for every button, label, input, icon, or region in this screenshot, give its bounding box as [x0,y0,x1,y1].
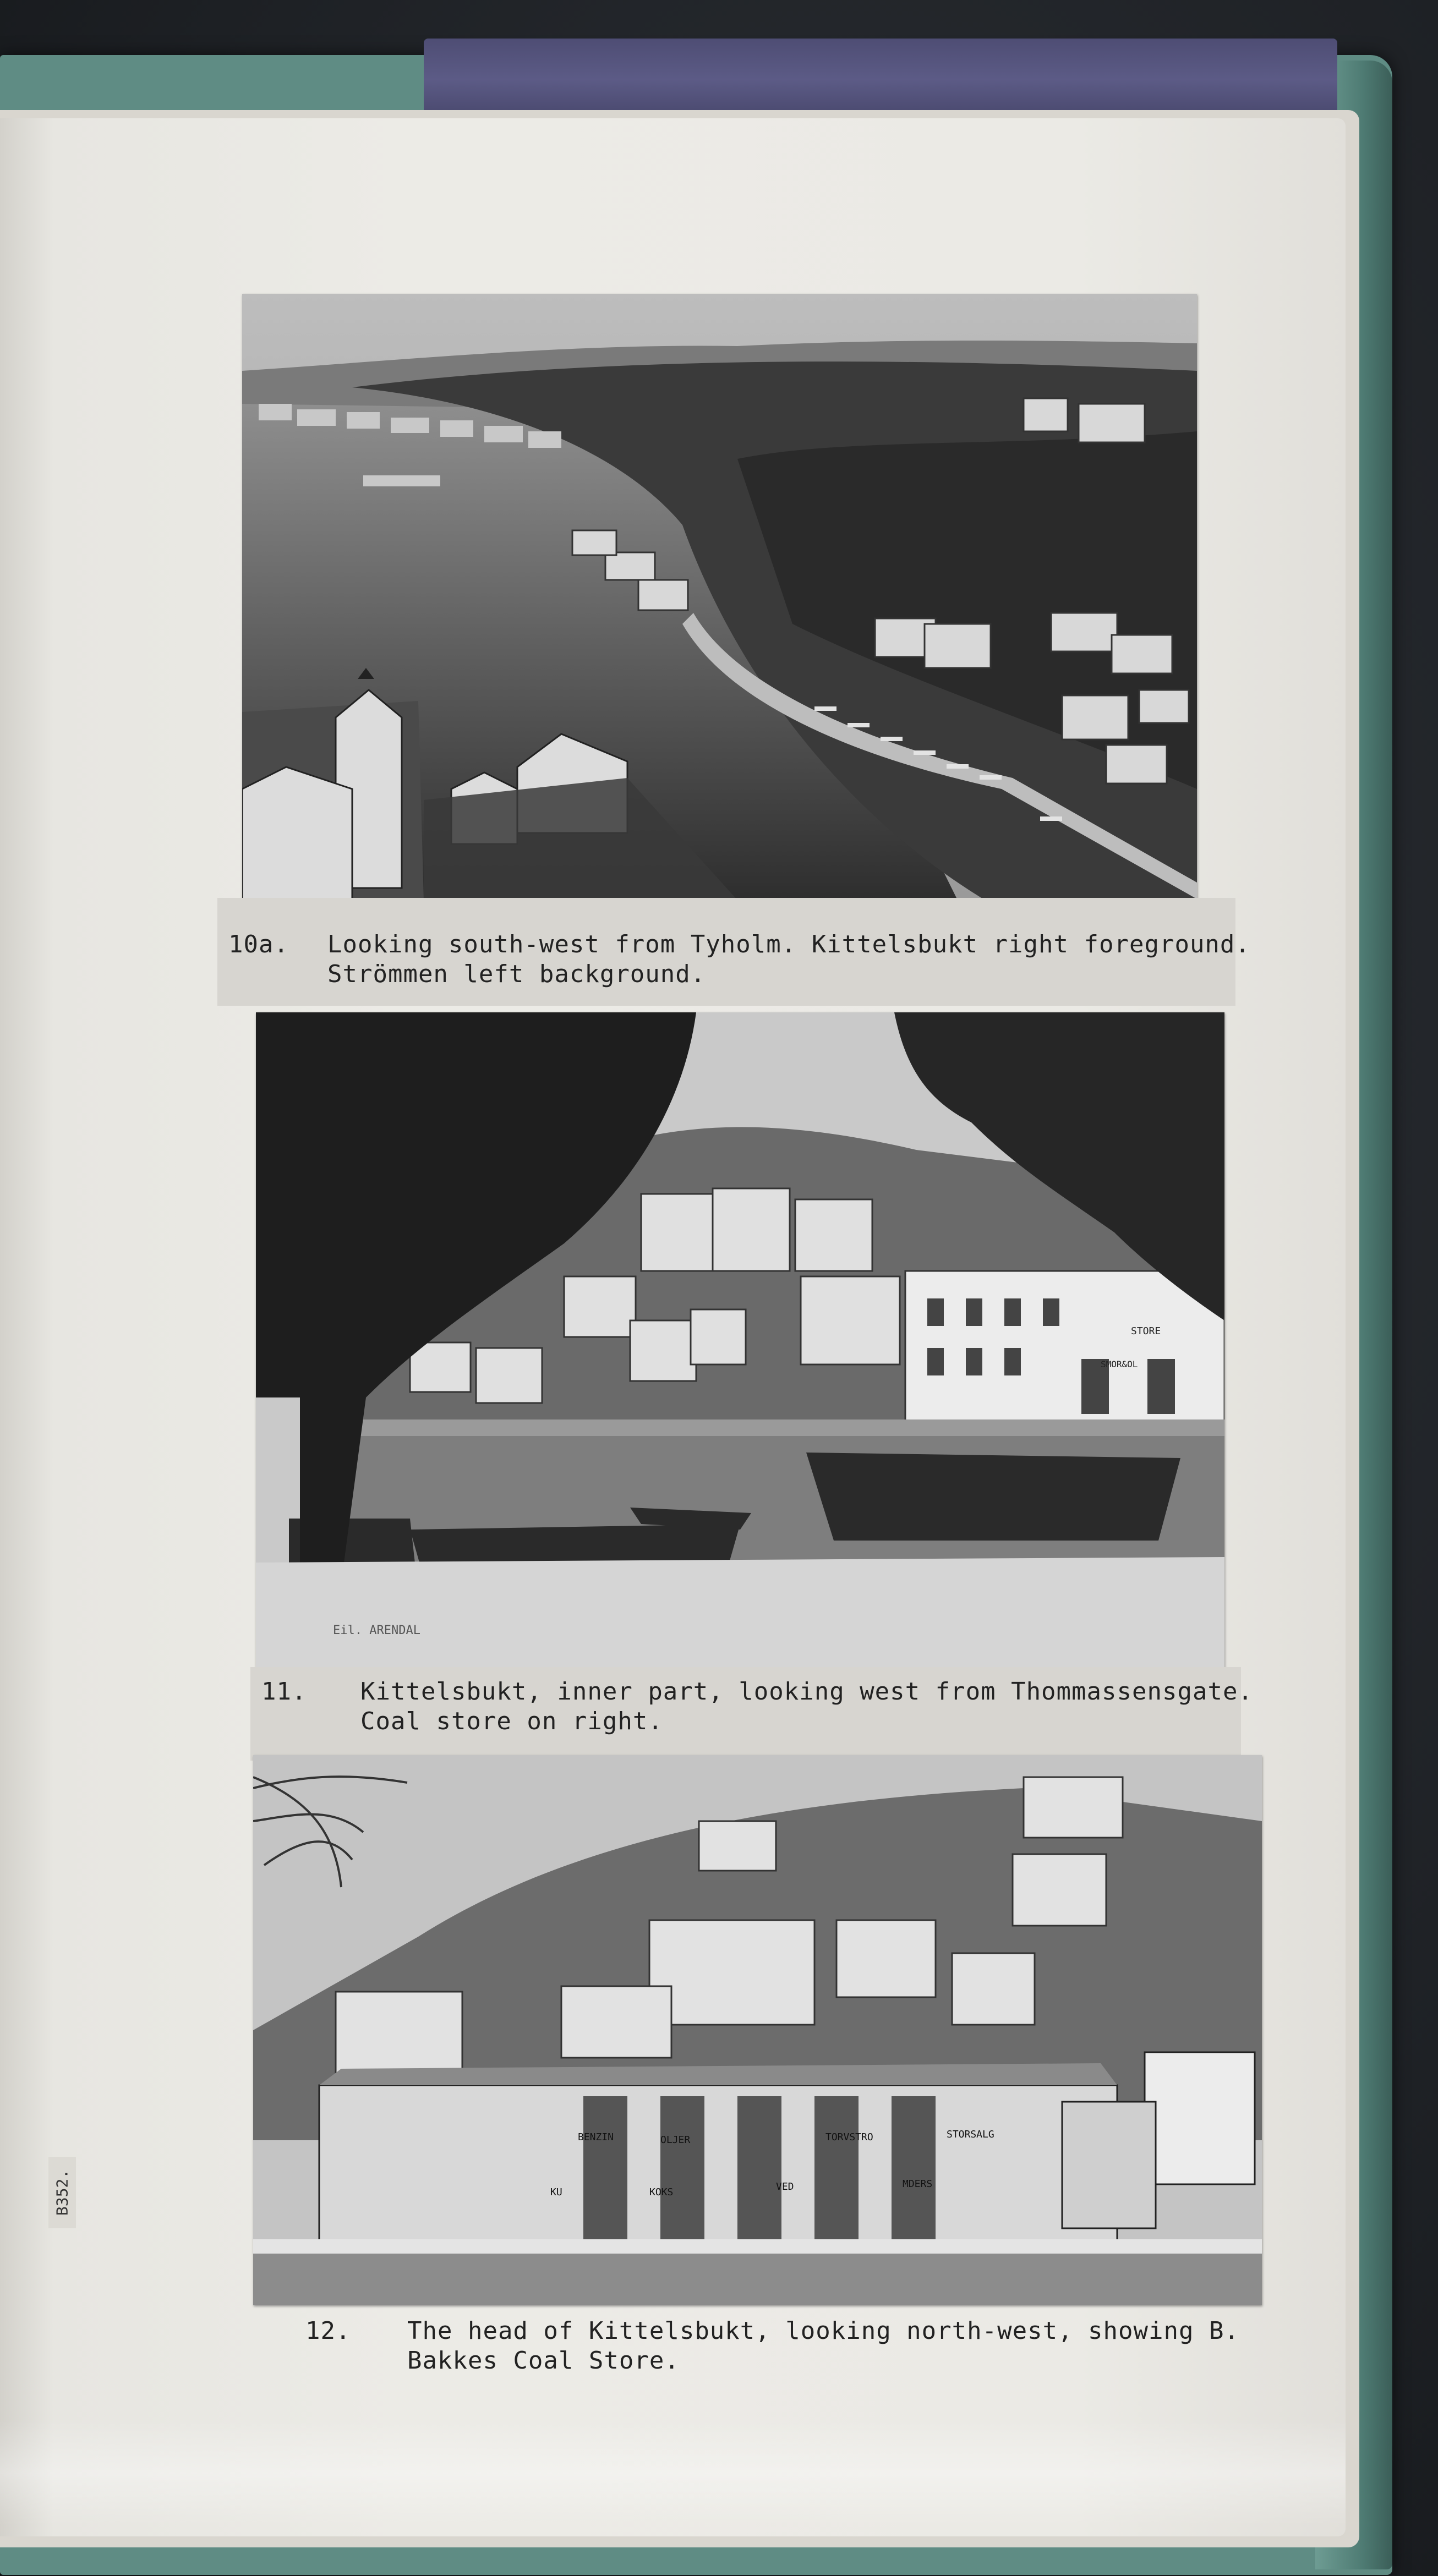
caption-number: 10a. [228,930,289,958]
photo-11-inner-harbour [256,1012,1224,1673]
store-sign: STORE [1131,1325,1161,1337]
caption-text-line-2: Strömmen left background. [327,960,706,988]
ved-sign: VED [776,2181,794,2193]
caption-number: 11. [261,1678,307,1706]
torvstro-sign: TORVSTRO [825,2131,873,2143]
album-spine [424,39,1337,121]
koks-sign: KOKS [649,2186,674,2198]
caption-12 [297,2305,1239,2388]
caption-number: 12. [305,2317,351,2345]
oljer-sign: OLJER [660,2134,691,2146]
photo-10a-harbour-aerial [242,294,1197,900]
caption-text-line-1: Kittelsbukt, inner part, looking west from Thommassensgate. [360,1678,1253,1706]
caption-11 [250,1667,1253,1761]
photo-12-coal-store [253,1755,1262,2305]
smor-sign: SMOR&OL [1101,1359,1138,1369]
caption-text-line-2: Coal store on right. [360,1707,663,1735]
benzin-sign: BENZIN [578,2131,614,2143]
archive-reference-text: B352. [53,2169,72,2216]
caption-text-line-2: Bakkes Coal Store. [407,2347,680,2375]
mders-sign: MDERS [903,2178,933,2190]
page-glare [0,2421,1346,2525]
storsalg-sign: STORSALG [947,2129,994,2140]
caption-text-line-1: The head of Kittelsbukt, looking north-west, showing B. [407,2317,1239,2345]
caption-10a [217,898,1250,1006]
caption-text-line-1: Looking south-west from Tyholm. Kittelsbukt right foreground. [327,930,1250,958]
photo-2-imprint: Eil. ARENDAL [333,1624,420,1637]
archive-reference-label [48,2157,76,2228]
ku-sign: KU [550,2186,562,2198]
